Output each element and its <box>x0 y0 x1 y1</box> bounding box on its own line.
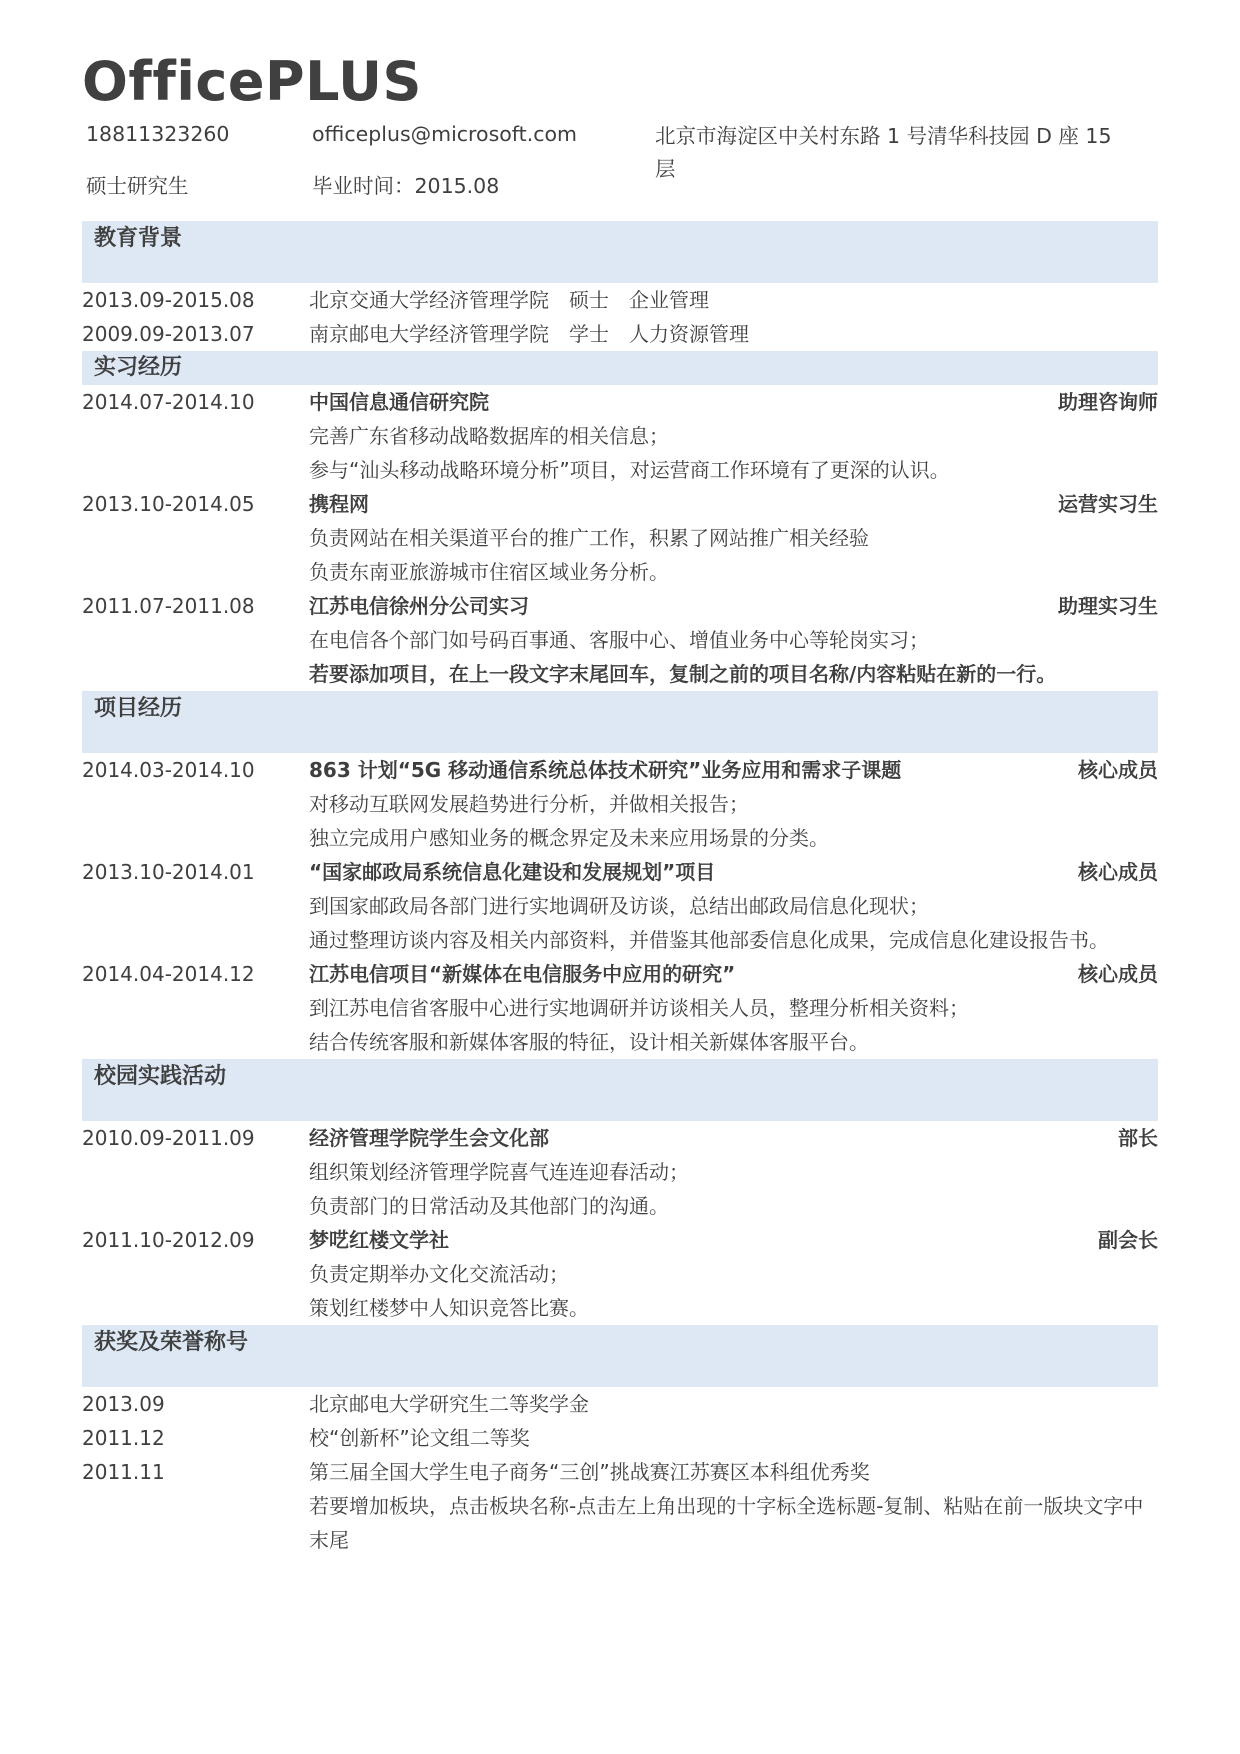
section <box>82 1325 1158 1557</box>
address: 北京市海淀区中关村东路 1 号清华科技园 D 座 15 层 <box>655 124 1112 181</box>
entry-line: 通过整理访谈内容及相关内部资料，并借鉴其他部委信息化成果，完成信息化建设报告书。 <box>309 928 1109 952</box>
section <box>82 1059 1158 1325</box>
section-header: 实习经历 <box>82 351 1158 385</box>
entry-row <box>82 1421 1158 1455</box>
entry-body <box>309 1121 1158 1223</box>
entry-heading <box>309 385 1158 419</box>
entry-row <box>82 1387 1158 1421</box>
entry-title: “国家邮政局系统信息化建设和发展规划”项目 <box>309 860 716 884</box>
entry-date: 2013.09-2015.08 <box>82 288 255 312</box>
entry-body <box>309 957 1158 1059</box>
entry-body <box>309 487 1158 589</box>
entry-line: 到江苏电信省客服中心进行实地调研并访谈相关人员，整理分析相关资料； <box>309 996 969 1020</box>
resume-name: OfficePLUS <box>82 50 422 113</box>
entry-row <box>82 855 1158 957</box>
entry-text: 第三届全国大学生电子商务“三创”挑战赛江苏赛区本科组优秀奖 <box>309 1460 870 1484</box>
entry-date: 2013.10-2014.05 <box>82 492 255 516</box>
entry-body <box>309 589 1158 691</box>
entry-role: 助理实习生 <box>1058 594 1158 618</box>
entry-heading <box>309 1223 1158 1257</box>
entry-note: 若要添加项目，在上一段文字末尾回车，复制之前的项目名称/内容粘贴在新的一行。 <box>309 662 1057 686</box>
entry-line: 策划红楼梦中人知识竞答比赛。 <box>309 1296 589 1320</box>
entry-line: 对移动互联网发展趋势进行分析，并做相关报告； <box>309 792 749 816</box>
entry-title: 梦呓红楼文学社 <box>309 1228 449 1252</box>
section <box>82 351 1158 691</box>
degree: 硕士研究生 <box>86 174 189 198</box>
entry-line: 到国家邮政局各部门进行实地调研及访谈，总结出邮政局信息化现状； <box>309 894 929 918</box>
entry-row <box>82 589 1158 691</box>
entry-date: 2014.03-2014.10 <box>82 758 255 782</box>
entry-date: 2011.10-2012.09 <box>82 1228 255 1252</box>
entry-body <box>309 1387 1158 1421</box>
entry-role: 副会长 <box>1098 1228 1158 1252</box>
graduation-date: 毕业时间：2015.08 <box>312 174 500 198</box>
entry-line: 负责网站在相关渠道平台的推广工作，积累了网站推广相关经验 <box>309 526 869 550</box>
section <box>82 691 1158 1059</box>
entry-row <box>82 283 1158 317</box>
entry-date: 2014.04-2014.12 <box>82 962 255 986</box>
entry-title: 江苏电信项目“新媒体在电信服务中应用的研究” <box>309 962 736 986</box>
entry-line: 在电信各个部门如号码百事通、客服中心、增值业务中心等轮岗实习； <box>309 628 929 652</box>
entry-row <box>82 1455 1158 1489</box>
entry-text: 若要增加板块，点击板块名称-点击左上角出现的十字标全选标题-复制、粘贴在前一版块文字中末尾 <box>309 1494 1144 1552</box>
entry-body <box>309 1421 1158 1455</box>
entry-row <box>82 753 1158 855</box>
entry-line: 负责定期举办文化交流活动； <box>309 1262 569 1286</box>
entry-text: 校“创新杯”论文组二等奖 <box>309 1426 530 1450</box>
entry-line: 组织策划经济管理学院喜气连连迎春活动； <box>309 1160 689 1184</box>
entry-body <box>309 283 1158 317</box>
entry-line: 参与“汕头移动战略环境分析”项目，对运营商工作环境有了更深的认识。 <box>309 458 950 482</box>
entry-body <box>309 1489 1158 1557</box>
entry-line: 完善广东省移动战略数据库的相关信息； <box>309 424 669 448</box>
entry-body <box>309 317 1158 351</box>
entry-row <box>82 385 1158 487</box>
entry-heading <box>309 1121 1158 1155</box>
entry-body <box>309 855 1158 957</box>
entry-date: 2011.12 <box>82 1426 165 1450</box>
entry-date: 2013.09 <box>82 1392 165 1416</box>
entry-row <box>82 317 1158 351</box>
entry-row <box>82 957 1158 1059</box>
entry-role: 部长 <box>1118 1126 1158 1150</box>
entry-line: 负责部门的日常活动及其他部门的沟通。 <box>309 1194 669 1218</box>
entry-title: 经济管理学院学生会文化部 <box>309 1126 549 1150</box>
entry-line: 负责东南亚旅游城市住宿区域业务分析。 <box>309 560 669 584</box>
section-header: 获奖及荣誉称号 <box>82 1325 1158 1387</box>
entry-text: 北京邮电大学研究生二等奖学金 <box>309 1392 589 1416</box>
entry-role: 核心成员 <box>1078 758 1158 782</box>
entry-date: 2013.10-2014.01 <box>82 860 255 884</box>
entry-row <box>82 1121 1158 1223</box>
entry-body <box>309 385 1158 487</box>
entry-date: 2009.09-2013.07 <box>82 322 255 346</box>
entry-row <box>82 1489 1158 1557</box>
email: officeplus@microsoft.com <box>312 122 577 146</box>
entry-heading <box>309 855 1158 889</box>
entry-date: 2010.09-2011.09 <box>82 1126 255 1150</box>
phone: 18811323260 <box>86 122 230 146</box>
section-header: 项目经历 <box>82 691 1158 753</box>
entry-title: 江苏电信徐州分公司实习 <box>309 594 529 618</box>
entry-heading <box>309 589 1158 623</box>
entry-line: 结合传统客服和新媒体客服的特征，设计相关新媒体客服平台。 <box>309 1030 869 1054</box>
entry-role: 运营实习生 <box>1058 492 1158 516</box>
entry-role: 核心成员 <box>1078 860 1158 884</box>
entry-date <box>82 1489 309 1557</box>
entry-date: 2014.07-2014.10 <box>82 390 255 414</box>
resume-body <box>82 221 1158 1557</box>
entry-date: 2011.11 <box>82 1460 165 1484</box>
entry-row <box>82 1223 1158 1325</box>
entry-body <box>309 1455 1158 1489</box>
entry-title: 携程网 <box>309 492 369 516</box>
entry-role: 助理咨询师 <box>1058 390 1158 414</box>
entry-body <box>309 1223 1158 1325</box>
entry-date: 2011.07-2011.08 <box>82 594 255 618</box>
entry-heading <box>309 487 1158 521</box>
entry-text: 南京邮电大学经济管理学院 学士 人力资源管理 <box>309 322 749 346</box>
entry-body <box>309 753 1158 855</box>
entry-role: 核心成员 <box>1078 962 1158 986</box>
entry-heading <box>309 753 1158 787</box>
entry-text: 北京交通大学经济管理学院 硕士 企业管理 <box>309 288 709 312</box>
entry-row <box>82 487 1158 589</box>
section-header: 校园实践活动 <box>82 1059 1158 1121</box>
section <box>82 221 1158 351</box>
entry-heading <box>309 957 1158 991</box>
entry-title: 中国信息通信研究院 <box>309 390 489 414</box>
entry-line: 独立完成用户感知业务的概念界定及未来应用场景的分类。 <box>309 826 829 850</box>
section-header: 教育背景 <box>82 221 1158 283</box>
entry-title: 863 计划“5G 移动通信系统总体技术研究”业务应用和需求子课题 <box>309 758 902 782</box>
